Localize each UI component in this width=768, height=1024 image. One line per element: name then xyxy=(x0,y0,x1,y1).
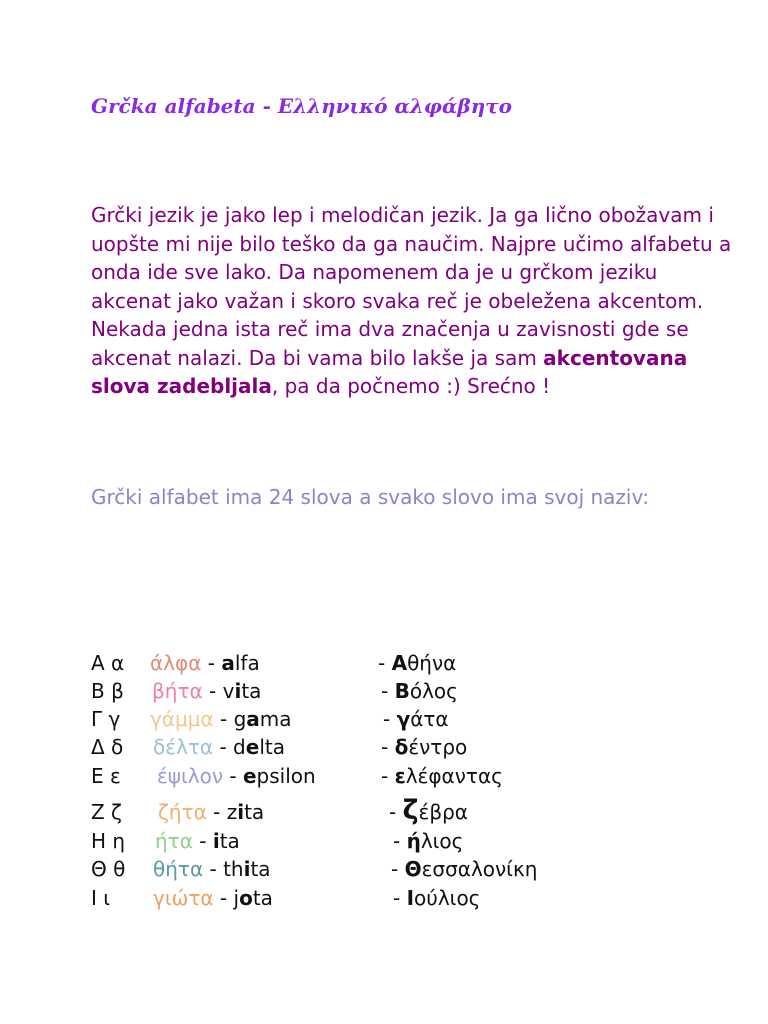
greek-letter-name: ζήτα xyxy=(158,800,207,824)
letter-name-group xyxy=(157,764,316,788)
example-word: - δέντρο xyxy=(381,735,468,759)
latin-letter-name: alfa xyxy=(221,651,260,675)
latin-letter-name: vita xyxy=(222,679,262,703)
page-title: Grčka alfabeta - Ελληνικό αλφάβητο xyxy=(91,94,513,118)
separator: - xyxy=(201,651,222,675)
letter-name-group xyxy=(153,735,285,759)
letter-row xyxy=(0,735,768,763)
separator: - xyxy=(223,764,243,788)
letter-row xyxy=(0,886,768,914)
letter-row xyxy=(0,829,768,857)
letter-row xyxy=(0,857,768,885)
letter-name-group xyxy=(158,800,264,824)
letter-row xyxy=(0,707,768,735)
example-word: - Αθήνα xyxy=(378,651,457,675)
letter-name-group xyxy=(152,679,261,703)
letter-row xyxy=(0,764,768,792)
latin-letter-name: gama xyxy=(233,707,292,731)
greek-letter-name: δέλτα xyxy=(153,735,214,759)
greek-letter-name: ήτα xyxy=(155,829,193,853)
example-initial: γ xyxy=(396,707,411,731)
letter-row xyxy=(0,795,768,828)
greek-letter-name: γάμμα xyxy=(150,707,214,731)
example-initial: ζ xyxy=(402,795,419,826)
example-initial: Ι xyxy=(406,886,415,910)
letter-name-group xyxy=(150,651,260,675)
letter-pair: Η η xyxy=(91,829,126,853)
latin-letter-name: ita xyxy=(212,829,240,853)
letter-pair: Θ θ xyxy=(91,857,126,881)
example-word: - Ιούλιος xyxy=(393,886,481,910)
letter-pair: Ι ι xyxy=(91,886,111,910)
example-word: - γάτα xyxy=(383,707,449,731)
intro-text-end: , pa da počnemo :) Srećno ! xyxy=(271,374,551,398)
letter-row xyxy=(0,651,768,679)
letter-name-group xyxy=(150,707,292,731)
letter-pair: Ε ε xyxy=(91,764,121,788)
example-word: - ήλιος xyxy=(393,829,464,853)
intro-paragraph xyxy=(91,201,741,401)
accented-letter: o xyxy=(239,886,253,910)
greek-letter-name: βήτα xyxy=(152,679,203,703)
separator: - xyxy=(213,735,234,759)
example-word: - Θεσσαλονίκη xyxy=(391,857,538,881)
accented-letter: a xyxy=(246,707,260,731)
separator: - xyxy=(213,707,234,731)
separator: - xyxy=(192,829,213,853)
example-word: - ζέβρα xyxy=(389,795,468,826)
separator: - xyxy=(203,857,224,881)
greek-letter-name: θήτα xyxy=(153,857,204,881)
example-initial: ή xyxy=(406,829,421,853)
letter-name-group xyxy=(155,829,240,853)
greek-letter-name: άλφα xyxy=(150,651,202,675)
example-word: - Βόλος xyxy=(381,679,458,703)
example-initial: δ xyxy=(394,735,409,759)
latin-letter-name: jota xyxy=(233,886,273,910)
accented-letter: i xyxy=(237,800,245,824)
example-word: - ελέφαντας xyxy=(381,764,503,788)
example-initial: ε xyxy=(394,764,406,788)
greek-letter-name: έψιλον xyxy=(157,764,224,788)
separator: - xyxy=(206,800,227,824)
intro-bold-text: akcentovana slova zadebljala xyxy=(91,345,688,398)
accented-letter: i xyxy=(234,679,242,703)
latin-letter-name: zita xyxy=(226,800,265,824)
letter-pair: Β β xyxy=(91,679,124,703)
separator: - xyxy=(213,886,234,910)
accented-letter: i xyxy=(212,829,220,853)
latin-letter-name: epsilon xyxy=(242,764,316,788)
accented-letter: a xyxy=(221,651,235,675)
separator: - xyxy=(202,679,223,703)
letter-row xyxy=(0,679,768,707)
letter-name-group xyxy=(153,886,273,910)
greek-letter-name: γιώτα xyxy=(153,886,214,910)
example-initial: Β xyxy=(394,679,410,703)
alphabet-subtitle: Grčki alfabet ima 24 slova a svako slovo ima svoj naziv: xyxy=(91,485,649,509)
latin-letter-name: delta xyxy=(233,735,285,759)
letter-pair: Δ δ xyxy=(91,735,124,759)
example-initial: Θ xyxy=(404,857,422,881)
letter-pair: Γ γ xyxy=(91,707,121,731)
accented-letter: i xyxy=(243,857,251,881)
letter-pair: Ζ ζ xyxy=(91,800,122,824)
latin-letter-name: thita xyxy=(223,857,271,881)
letter-pair: Α α xyxy=(91,651,125,675)
example-initial: Α xyxy=(391,651,408,675)
intro-text: Grčki jezik je jako lep i melodičan jezik. Ja ga lično obožavam i uopšte mi nije bilo teško da ga naučim. Najpre učimo alfabetu a onda ide sve lako. Da napomenem da je u grčkom jeziku akcenat jako važan i skoro svaka reč je obeležena akcentom. Nekada jedna ista reč ima dva značenja u zavisnosti gde se akcenat nalazi. Da bi vama bilo lakše ja sam xyxy=(91,203,732,370)
accented-letter: e xyxy=(242,764,257,788)
accented-letter: e xyxy=(245,735,260,759)
letter-name-group xyxy=(153,857,271,881)
